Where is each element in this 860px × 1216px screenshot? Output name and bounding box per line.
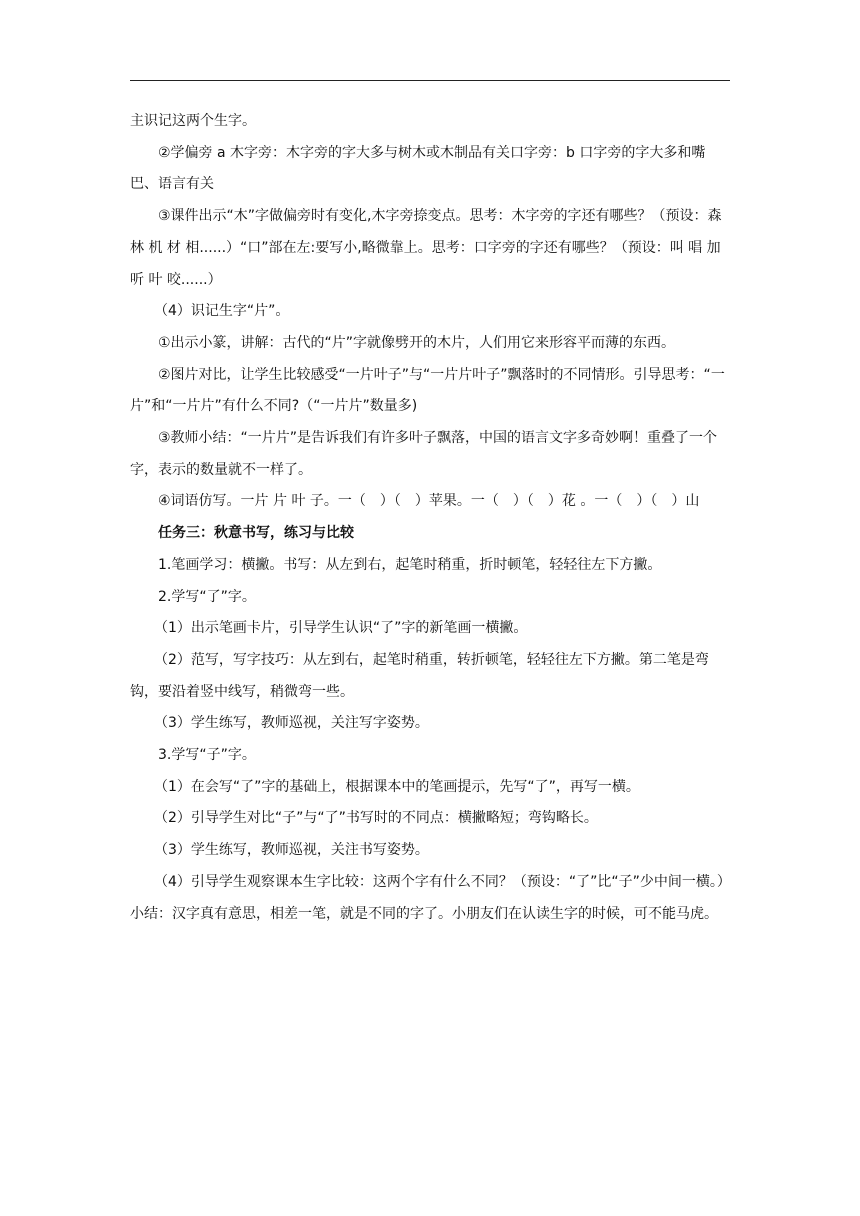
paragraph: ①出示小篆，讲解：古代的“片”字就像劈开的木片，人们用它来形容平而薄的东西。: [158, 334, 676, 351]
document-body: [130, 106, 730, 930]
paragraph: ②图片对比，让学生比较感受“一片叶子”与“一片片叶子”飘落时的不同情形。引导思考：“一片”和“一片片”有什么不同?（“一片片”数量多): [130, 366, 725, 415]
section-heading: 任务三：秋意书写，练习与比较: [158, 525, 354, 542]
paragraph: ③课件出示“木”字做偏旁时有变化,木字旁捺变点。思考：木字旁的字还有哪些？（预设：森 林 机 材 相......）“口”部在左:要写小,略微靠上。思考：口字旁的字还有哪些？（预设：叫 唱 加 听 叶 咬......）: [130, 208, 722, 288]
paragraph: （1）在会写“了”字的基础上，根据课本中的笔画提示，先写“了”，再写一横。: [154, 778, 640, 795]
paragraph: 2.学写“了”字。: [158, 588, 256, 605]
paragraph: 主识记这两个生字。: [130, 113, 256, 129]
paragraph: （4）识记生字“片”。: [154, 303, 290, 320]
paragraph: 1.笔画学习：横撇。书写：从左到右，起笔时稍重，折时顿笔，轻轻往左下方撇。: [158, 556, 662, 573]
header-rule: [130, 80, 730, 81]
paragraph: （4）引导学生观察课本生字比较：这两个字有什么不同？（预设：“了”比“子”少中间一横。）小结：汉字真有意思，相差一笔，就是不同的字了。小朋友们在认读生字的时候，可不能马虎。: [130, 873, 724, 922]
paragraph: （3）学生练写，教师巡视，关注写字姿势。: [154, 715, 429, 732]
paragraph: ③教师小结：“一片片”是告诉我们有许多叶子飘落，中国的语言文字多奇妙啊！重叠了一个字，表示的数量就不一样了。: [130, 430, 718, 478]
paragraph: （2）范写，写字技巧：从左到右，起笔时稍重，转折顿笔，轻轻往左下方撇。第二笔是弯钩，要沿着竖中线写，稍微弯一些。: [130, 651, 709, 700]
paragraph: （3）学生练写，教师巡视，关注书写姿势。: [154, 842, 429, 859]
paragraph: 3.学写“子”字。: [158, 747, 256, 764]
paragraph: （2）引导学生对比“子”与“了”书写时的不同点：横撇略短；弯钩略长。: [154, 810, 598, 827]
paragraph: （1）出示笔画卡片，引导学生认识“了”字的新笔画一横撇。: [154, 620, 528, 637]
paragraph: ②学偏旁 a 木字旁：木字旁的字大多与树木或木制品有关口字旁：b 口字旁的字大多和嘴巴、语言有关: [130, 144, 706, 193]
paragraph: ④词语仿写。一片 片 叶 子。一（ ）（ ）苹果。一（ ）（ ）花 。一（ ）（ ）山: [158, 493, 700, 510]
